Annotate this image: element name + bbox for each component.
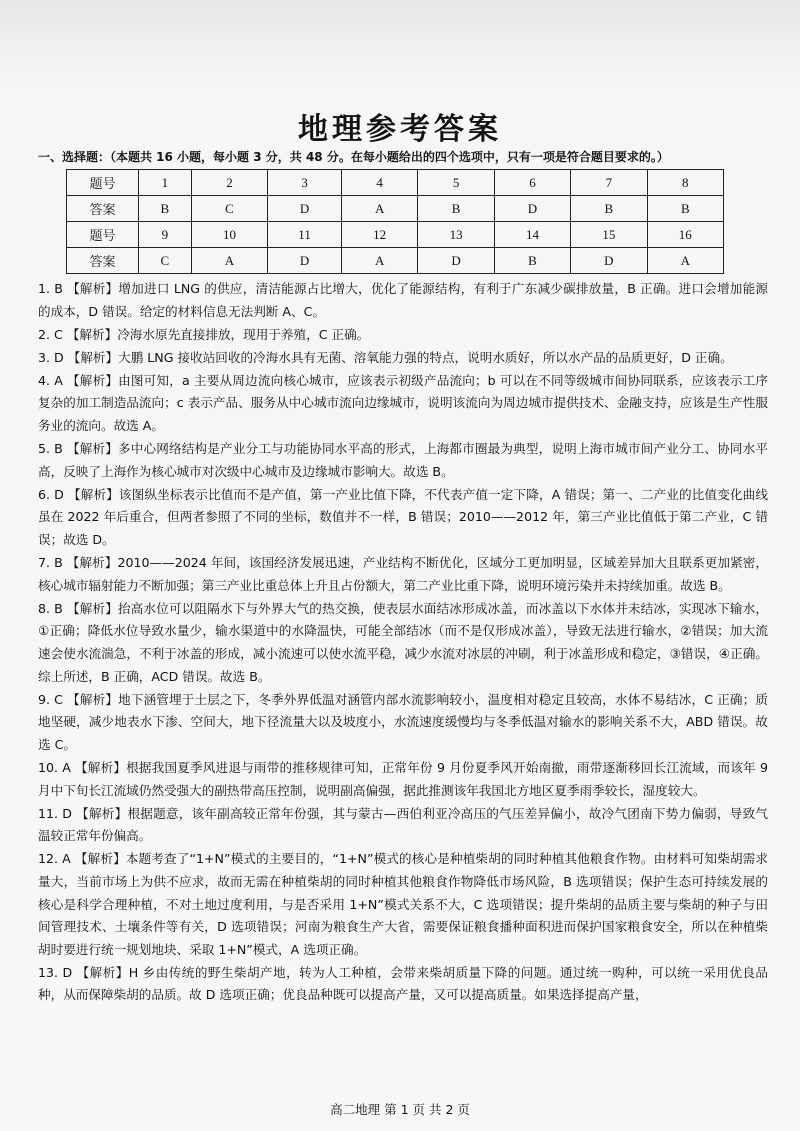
explanation-item: 7. B 【解析】2010——2024 年间，该国经济发展迅速，产业结构不断优化，区域分工更加明显，区域差异加大且联系更加紧密，核心城市辐射能力不断加强；第三产业比重总体上升且占份额大，第二产业比重下降，说明环境污染并未持续加重。故选 B。: [38, 555, 768, 593]
explanation-item: 13. D 【解析】H 乡由传统的野生柴胡产地，转为人工种植，会带来柴胡质量下降的问题。通过统一购种，可以统一采用优良品种，从而保障柴胡的品质。故 D 选项正确；优良品种既可以提高产量，又可以提高质量。如果选择提高产量，: [38, 964, 768, 1003]
explanation-item: 2. C 【解析】冷海水原先直接排放，现用于养殖，C 正确。: [38, 326, 370, 342]
table-cell: D: [268, 248, 342, 274]
explanation-item: 8. B 【解析】抬高水位可以阻隔水下与外界大气的热交换，使表层水面结冰形成冰盖，而冰盖以下水体并未结冰，实现冰下输水，①正确；降低水位导致水量少，输水渠道中的水降温快，可能全部结冰（而不是仅形成冰盖），导致无法进行输水，②错误；加大流速会使水流湍急，不利于冰盖的形成，减小流速可以使水流平稳，减少水流对冰层的冲刷，利于冰盖形成和稳定，③错误，④正确。综上所述，B 正确，ACD 错误。故选 B。: [38, 600, 768, 684]
explanation-item: 1. B 【解析】增加进口 LNG 的供应，清洁能源占比增大，优化了能源结构，有利于广东减少碳排放量，B 正确。进口会增加能源的成本，D 错误。给定的材料信息无法判断 A、C。: [38, 281, 768, 319]
table-cell: A: [647, 248, 723, 274]
explanation-item: 3. D 【解析】大鹏 LNG 接收站回收的冷海水具有无菌、溶氧能力强的特点，说明水质好，所以水产品的品质更好，D 正确。: [38, 349, 733, 365]
table-cell: 2: [191, 170, 267, 196]
table-cell: B: [418, 196, 494, 222]
row-label-answer: 答案: [67, 196, 139, 222]
table-cell: D: [268, 196, 342, 222]
answer-row: [67, 248, 724, 274]
table-cell: B: [647, 196, 723, 222]
explanation-item: 4. A 【解析】由图可知，a 主要从周边流向核心城市，应该表示初级产品流向；b 可以在不同等级城市间协同联系，应该表示工序复杂的加工制造品流向；c 表示产品、服务从中心城市流向边缘城市，说明该流向为周边城市提供技术、金融支持，应该是生产性服务业的流向。故选 A。: [38, 372, 768, 434]
explanation-item: 12. A 【解析】本题考查了“1+N”模式的主要目的，“1+N”模式的核心是种植柴胡的同时种植其他粮食作物。由材料可知柴胡需求量大，当前市场上为供不应求，故而无需在种植柴胡的同时种植其他粮食作物降低市场风险，B 选项错误；保护生态可持续发展的核心是科学合理种植，不对土地过度利用，与是否采用 1+N”模式关系不大，C 选项错误；提升柴胡的品质主要与柴胡的种子与田间管理技术、土壤条件等有关，D 选项错误；河南为粮食生产大省，需要保证粮食播种面积进而保护国家粮食安全，所以在种植柴胡时要进行统一规划地块、采取 1+N”模式，A 选项正确。: [38, 851, 768, 957]
explanation-item: 5. B 【解析】多中心网络结构是产业分工与功能协同水平高的形式，上海都市圈最为典型，说明上海市城市间产业分工、协同水平高，反映了上海作为核心城市对次级中心城市及边缘城市影响大。故选 B。: [38, 441, 768, 479]
table-cell: D: [494, 196, 570, 222]
table-cell: 13: [418, 222, 494, 248]
table-cell: C: [191, 196, 267, 222]
table-cell: 8: [647, 170, 723, 196]
table-cell: B: [139, 196, 192, 222]
section-heading: 一、选择题：（本题共 16 小题，每小题 3 分，共 48 分。在每小题给出的四个选项中，只有一项是符合题目要求的。）: [38, 150, 669, 164]
table-cell: 16: [647, 222, 723, 248]
table-cell: 14: [494, 222, 570, 248]
explanation-item: 6. D 【解析】该图纵坐标表示比值而不是产值，第一产业比值下降，不代表产值一定下降，A 错误；第一、二产业的比值变化曲线虽在 2022 年后重合，但两者参照了不同的坐标，数值并不一样，B 错误；2010——2012 年，第三产业比值低于第二产业，C 错误；故选 D。: [38, 486, 768, 548]
row-label-answer: 答案: [67, 248, 139, 274]
table-cell: 9: [139, 222, 192, 248]
page-footer: 高二地理 第 1 页 共 2 页: [330, 1102, 470, 1117]
table-cell: D: [571, 248, 647, 274]
table-cell: 10: [191, 222, 267, 248]
table-cell: A: [341, 248, 417, 274]
table-cell: 7: [571, 170, 647, 196]
explanation-item: 10. A 【解析】根据我国夏季风进退与雨带的推移规律可知，正常年份 9 月份夏季风开始南撤，雨带逐渐移回长江流域，而该年 9 月中下旬长江流域仍然受强大的副热带高压控制，说明副高偏强，据此推测该年我国北方地区夏季雨季较长，湿度较大。: [38, 759, 768, 798]
question-number-row: [67, 170, 724, 196]
table-cell: 1: [139, 170, 192, 196]
table-cell: A: [341, 196, 417, 222]
table-cell: 15: [571, 222, 647, 248]
table-cell: 3: [268, 170, 342, 196]
table-cell: B: [494, 248, 570, 274]
table-cell: 5: [418, 170, 494, 196]
question-number-row: [67, 222, 724, 248]
answer-row: [67, 196, 724, 222]
page-title: 地理参考答案: [298, 112, 502, 147]
table-cell: B: [571, 196, 647, 222]
explanation-item: 11. D 【解析】根据题意，该年副高较正常年份强，其与蒙古—西伯利亚冷高压的气压差异偏小，故冷气团南下势力偏弱，导致气温较正常年份偏高。: [38, 805, 768, 844]
row-label-question: 题号: [67, 170, 139, 196]
answer-table: [66, 169, 724, 274]
explanations: [38, 278, 768, 1008]
row-label-question: 题号: [67, 222, 139, 248]
table-cell: C: [139, 248, 192, 274]
table-cell: 6: [494, 170, 570, 196]
table-cell: A: [191, 248, 267, 274]
table-cell: 11: [268, 222, 342, 248]
explanation-item: 9. C 【解析】地下涵管埋于土层之下，冬季外界低温对涵管内部水流影响较小，温度相对稳定且较高，水体不易结冰，C 正确；质地坚硬，减少地表水下渗、空间大，地下径流量大以及坡度小，水流速度缓慢均与冬季低温对输水的影响关系不大，ABD 错误。故选 C。: [38, 691, 768, 752]
table-cell: D: [418, 248, 494, 274]
table-cell: 4: [341, 170, 417, 196]
table-cell: 12: [341, 222, 417, 248]
